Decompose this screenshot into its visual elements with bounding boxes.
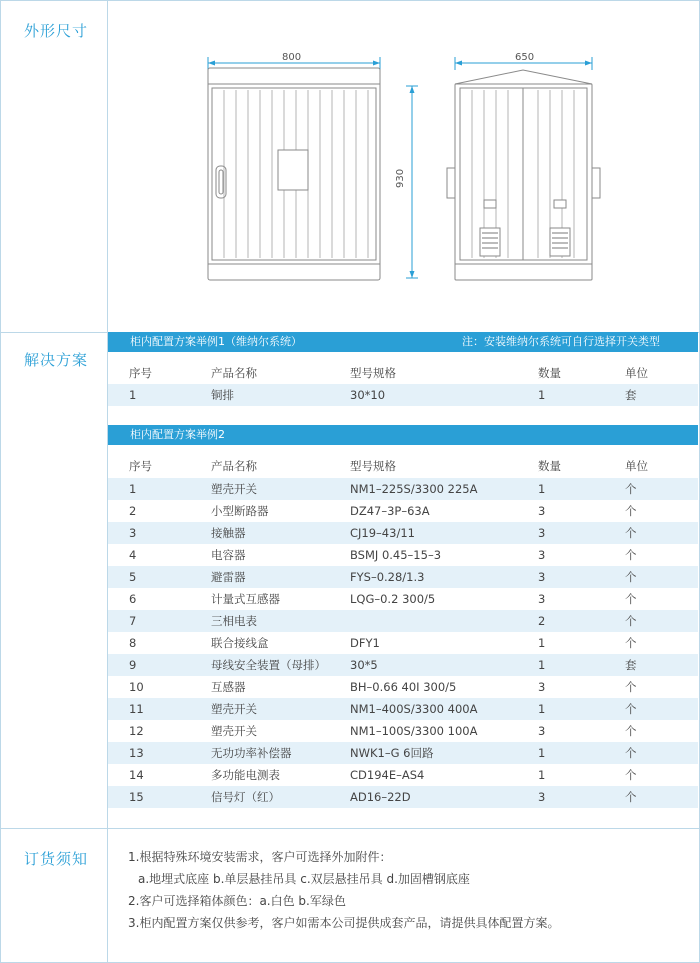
cell-product: 塑壳开关 xyxy=(211,724,257,738)
cell-quantity: 1 xyxy=(538,768,546,782)
cell-quantity: 1 xyxy=(538,636,546,650)
table-row xyxy=(108,698,698,720)
cell-unit: 个 xyxy=(625,482,637,496)
cell-product: 母线安全装置（母排） xyxy=(211,658,326,672)
table-row xyxy=(108,786,698,808)
cell-index: 11 xyxy=(129,702,144,716)
cell-product: 小型断路器 xyxy=(211,504,269,518)
cell-index: 15 xyxy=(129,790,144,804)
cell-model: 30*10 xyxy=(350,388,386,402)
table2-column-headers xyxy=(108,455,698,477)
table1-note: 注：安装维纳尔系统可自行选择开关类型 xyxy=(462,335,660,348)
table1-column-headers xyxy=(108,362,698,384)
cell-unit: 个 xyxy=(625,680,637,694)
cell-unit: 个 xyxy=(625,746,637,760)
cell-unit: 个 xyxy=(625,592,637,606)
cell-index: 12 xyxy=(129,724,144,738)
cell-quantity: 3 xyxy=(538,724,546,738)
cell-index: 3 xyxy=(129,526,137,540)
height-label: 930 xyxy=(395,168,406,188)
cell-quantity: 3 xyxy=(538,504,546,518)
cell-model: NWK1–G 6回路 xyxy=(350,746,434,760)
table-row xyxy=(108,632,698,654)
table-row xyxy=(108,478,698,500)
table-row xyxy=(108,384,698,406)
table2-header-bar xyxy=(108,425,698,445)
cell-index: 13 xyxy=(129,746,144,760)
cell-quantity: 3 xyxy=(538,548,546,562)
table-row xyxy=(108,764,698,786)
table1-title: 柜内配置方案举例1（维纳尔系统） xyxy=(130,335,302,348)
cell-unit: 个 xyxy=(625,790,637,804)
col-header: 单位 xyxy=(625,366,648,380)
cell-product: 多功能电测表 xyxy=(211,768,280,782)
cell-product: 计量式互感器 xyxy=(211,592,280,606)
col-header: 型号规格 xyxy=(350,459,396,473)
section-divider xyxy=(0,828,700,829)
cell-model: CD194E–AS4 xyxy=(350,768,425,782)
cell-quantity: 3 xyxy=(538,790,546,804)
cell-index: 2 xyxy=(129,504,137,518)
table-row xyxy=(108,522,698,544)
cell-model: DZ47–3P–63A xyxy=(350,504,430,518)
cell-product: 塑壳开关 xyxy=(211,482,257,496)
cell-product: 接触器 xyxy=(211,526,246,540)
cell-unit: 套 xyxy=(625,658,637,672)
table-row xyxy=(108,500,698,522)
table-row xyxy=(108,544,698,566)
col-header: 数量 xyxy=(538,366,561,380)
cell-model: LQG–0.2 300/5 xyxy=(350,592,436,606)
col-header: 单位 xyxy=(625,459,648,473)
col-header: 序号 xyxy=(129,366,152,380)
cell-model: FYS–0.28/1.3 xyxy=(350,570,425,584)
side-width-label: 650 xyxy=(515,52,535,63)
cell-product: 避雷器 xyxy=(211,570,246,584)
cell-index: 10 xyxy=(129,680,144,694)
col-header: 产品名称 xyxy=(211,366,257,380)
cell-model: DFY1 xyxy=(350,636,380,650)
cell-quantity: 1 xyxy=(538,658,546,672)
cell-product: 信号灯（红） xyxy=(211,790,280,804)
cell-product: 互感器 xyxy=(211,680,246,694)
cell-index: 8 xyxy=(129,636,137,650)
cell-unit: 个 xyxy=(625,504,637,518)
table1-header-bar xyxy=(108,332,698,352)
cell-index: 9 xyxy=(129,658,137,672)
section-label-ordering: 订货须知 xyxy=(24,850,89,868)
cell-index: 1 xyxy=(129,482,137,496)
table2-title: 柜内配置方案举例2 xyxy=(130,428,225,441)
table-row xyxy=(108,676,698,698)
table-row xyxy=(108,654,698,676)
section-label-dimensions: 外形尺寸 xyxy=(24,22,89,40)
col-header: 产品名称 xyxy=(211,459,257,473)
cell-model: AD16–22D xyxy=(350,790,411,804)
front-width-label: 800 xyxy=(282,52,302,63)
cell-quantity: 1 xyxy=(538,702,546,716)
col-header: 数量 xyxy=(538,459,561,473)
cell-product: 联合接线盒 xyxy=(211,636,269,650)
cell-unit: 个 xyxy=(625,702,637,716)
note-line: a.地埋式底座 b.单层悬挂吊具 c.双层悬挂吊具 d.加固槽钢底座 xyxy=(138,872,470,886)
table-row xyxy=(108,742,698,764)
cell-quantity: 3 xyxy=(538,680,546,694)
cell-model: BSMJ 0.45–15–3 xyxy=(350,548,442,562)
cell-quantity: 3 xyxy=(538,592,546,606)
cell-product: 三相电表 xyxy=(211,614,257,628)
table-row xyxy=(108,720,698,742)
cell-quantity: 3 xyxy=(538,526,546,540)
col-header: 序号 xyxy=(129,459,152,473)
section-label-solutions: 解决方案 xyxy=(24,351,89,369)
cell-quantity: 1 xyxy=(538,482,546,496)
cell-unit: 个 xyxy=(625,636,637,650)
cell-index: 7 xyxy=(129,614,137,628)
table-row xyxy=(108,588,698,610)
cell-product: 塑壳开关 xyxy=(211,702,257,716)
cell-unit: 个 xyxy=(625,526,637,540)
note-line: 3.柜内配置方案仅供参考，客户如需本公司提供成套产品，请提供具体配置方案。 xyxy=(128,916,560,930)
table-row xyxy=(108,566,698,588)
cell-product: 铜排 xyxy=(211,388,234,402)
cell-index: 4 xyxy=(129,548,137,562)
cell-unit: 套 xyxy=(625,388,637,402)
col-header: 型号规格 xyxy=(350,366,396,380)
cell-product: 电容器 xyxy=(211,548,246,562)
cell-model: 30*5 xyxy=(350,658,378,672)
ordering-notes xyxy=(128,846,559,934)
cell-model: NM1–400S/3300 400A xyxy=(350,702,478,716)
cell-quantity: 2 xyxy=(538,614,546,628)
cabinet-drawing xyxy=(190,48,620,308)
cell-quantity: 3 xyxy=(538,570,546,584)
cell-index: 6 xyxy=(129,592,137,606)
cell-model: CJ19–43/11 xyxy=(350,526,415,540)
cell-index: 14 xyxy=(129,768,144,782)
cell-product: 无功功率补偿器 xyxy=(211,746,292,760)
cell-unit: 个 xyxy=(625,614,637,628)
cell-model: NM1–100S/3300 100A xyxy=(350,724,478,738)
cell-index: 5 xyxy=(129,570,137,584)
cell-index: 1 xyxy=(129,388,137,402)
table-row xyxy=(108,610,698,632)
cell-unit: 个 xyxy=(625,548,637,562)
cell-model: NM1–225S/3300 225A xyxy=(350,482,478,496)
cell-quantity: 1 xyxy=(538,746,546,760)
cell-unit: 个 xyxy=(625,768,637,782)
cell-unit: 个 xyxy=(625,570,637,584)
note-line: 2.客户可选择箱体颜色：a.白色 b.军绿色 xyxy=(128,894,346,908)
note-line: 1.根据特殊环境安装需求，客户可选择外加附件： xyxy=(128,850,392,864)
cell-quantity: 1 xyxy=(538,388,546,402)
cell-unit: 个 xyxy=(625,724,637,738)
cell-model: BH–0.66 40I 300/5 xyxy=(350,680,457,694)
